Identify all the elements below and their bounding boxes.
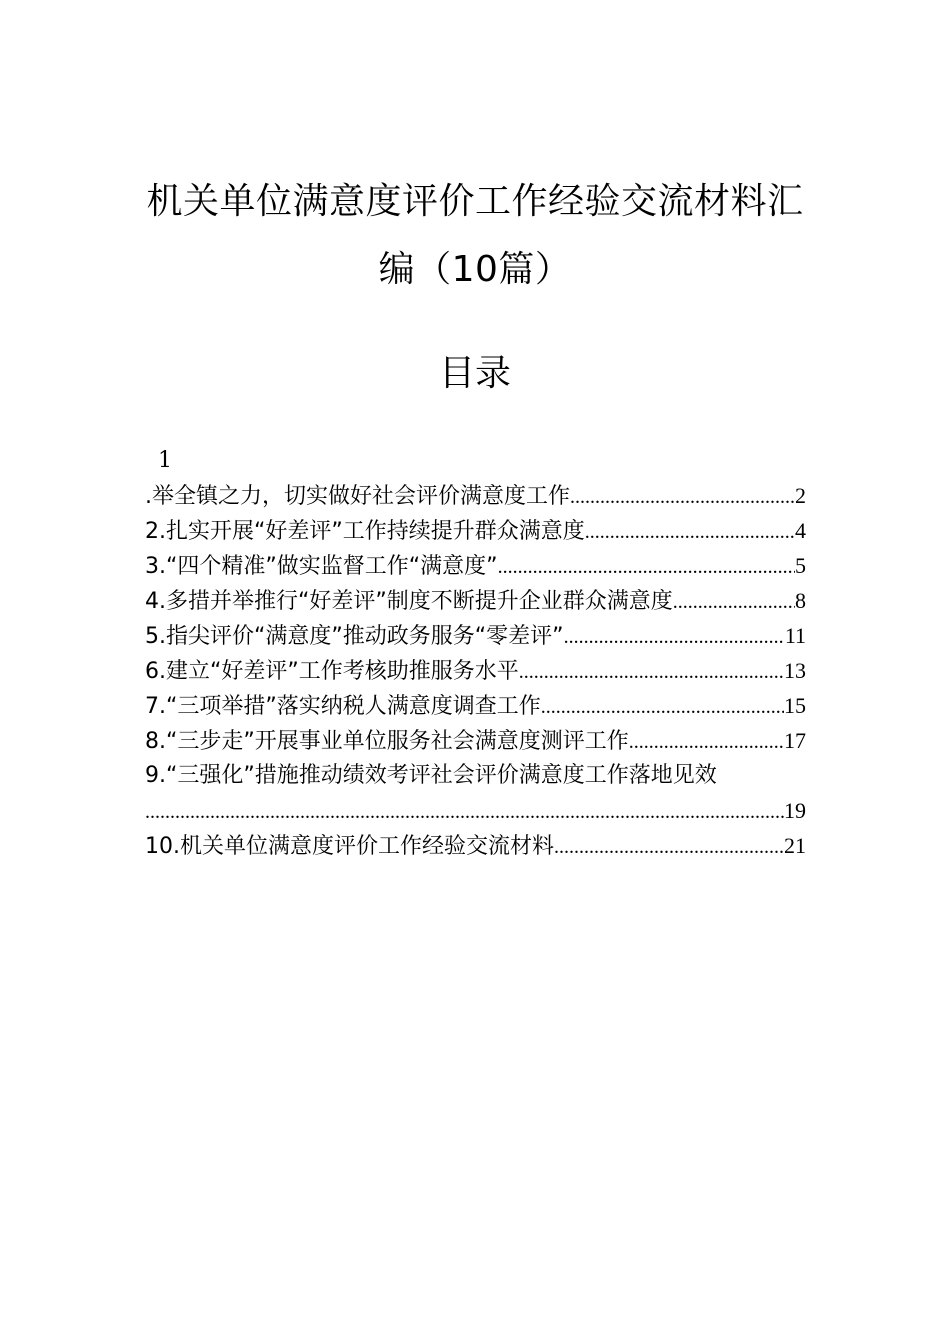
toc-leader-dots [554, 830, 784, 865]
toc-entry-page: 21 [784, 833, 806, 858]
toc-entry-2[interactable] [145, 513, 806, 548]
toc-heading: 目录 [438, 353, 511, 394]
toc-entry-3[interactable] [145, 548, 806, 583]
toc-entry-8[interactable] [145, 723, 806, 758]
toc-entry-7[interactable] [145, 688, 806, 723]
toc-entry-text: 2.扎实开展“好差评”工作持续提升群众满意度 [145, 519, 585, 544]
toc-entry-text: 9.“三强化”措施推动绩效考评社会评价满意度工作落地见效 [145, 763, 717, 788]
toc-entry-page: 19 [784, 798, 806, 823]
toc-leader-dots [629, 725, 784, 760]
table-of-contents [145, 478, 806, 863]
toc-entry-page: 2 [795, 483, 806, 508]
toc-entry-text: 10.机关单位满意度评价工作经验交流材料 [145, 834, 554, 859]
toc-entry-page: 5 [795, 553, 806, 578]
toc-entry-9-continuation[interactable] [145, 793, 806, 828]
toc-entry-page: 4 [795, 518, 806, 543]
toc-entry-page: 13 [784, 658, 806, 683]
toc-entry-5[interactable] [145, 618, 806, 653]
toc-leader-dots [145, 795, 784, 830]
toc-entry-page: 17 [784, 728, 806, 753]
toc-entry-text: 8.“三步走”开展事业单位服务社会满意度测评工作 [145, 729, 629, 754]
toc-entry-text: 4.多措并举推行“好差评”制度不断提升企业群众满意度 [145, 589, 673, 614]
toc-leader-dots [519, 655, 784, 690]
toc-entry-page: 15 [784, 693, 806, 718]
toc-leader-dots [564, 620, 785, 655]
toc-leader-dots [570, 480, 795, 515]
toc-entry-text: 6.建立“好差评”工作考核助推服务水平 [145, 659, 519, 684]
toc-leader-dots [585, 515, 795, 550]
document-title-line-2: 编（10篇） [378, 249, 572, 290]
toc-entry-9[interactable] [145, 758, 806, 793]
toc-entry-text: 5.指尖评价“满意度”推动政务服务“零差评” [145, 624, 564, 649]
toc-entry-1[interactable] [145, 478, 806, 513]
toc-entry-4[interactable] [145, 583, 806, 618]
document-title-line-1: 机关单位满意度评价工作经验交流材料汇 [146, 181, 804, 222]
toc-entry-page: 11 [784, 623, 806, 648]
toc-entry-text: 7.“三项举措”落实纳税人满意度调查工作 [145, 694, 541, 719]
toc-entry-page: 8 [795, 588, 806, 613]
toc-leader-dots [673, 585, 795, 620]
toc-leader-dots [498, 550, 795, 585]
toc-entry-6[interactable] [145, 653, 806, 688]
toc-entry-10[interactable] [145, 828, 806, 863]
toc-entry-text: .举全镇之力，切实做好社会评价满意度工作 [145, 484, 570, 509]
toc-entry-text: 3.“四个精准”做实监督工作“满意度” [145, 554, 498, 579]
toc-leader-dots [541, 690, 784, 725]
toc-lead-number: 1 [158, 448, 172, 473]
